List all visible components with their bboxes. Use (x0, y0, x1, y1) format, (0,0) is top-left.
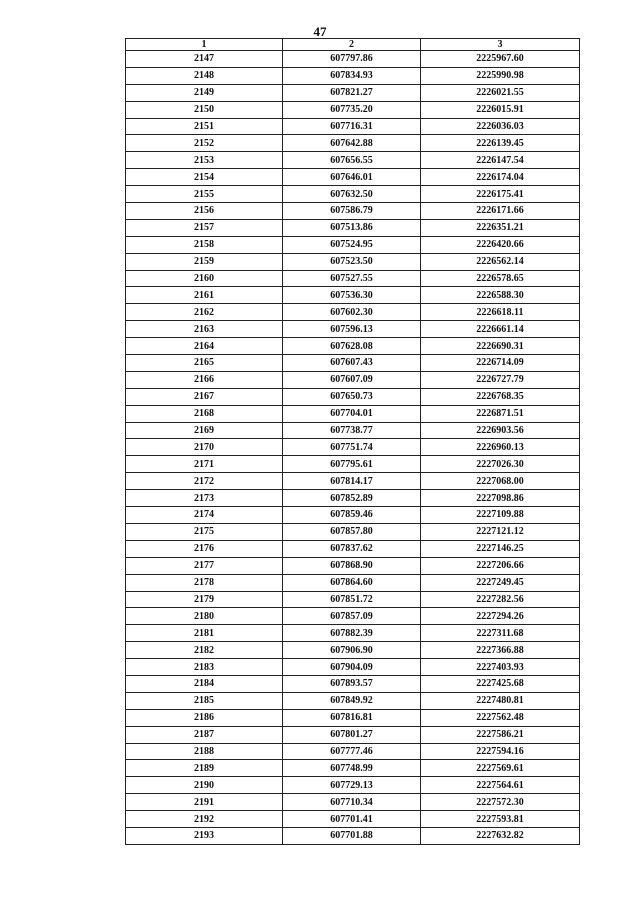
y-coordinate-cell: 2226960.13 (421, 439, 580, 456)
column-header-point: 1 (126, 39, 283, 51)
y-coordinate-cell: 2226903.56 (421, 422, 580, 439)
x-coordinate-cell: 607524.95 (283, 236, 421, 253)
table-row (126, 726, 580, 743)
point-number-cell: 2152 (126, 135, 283, 152)
y-coordinate-cell: 2227206.66 (421, 557, 580, 574)
y-coordinate-cell: 2227562.48 (421, 709, 580, 726)
point-number-cell: 2161 (126, 287, 283, 304)
x-coordinate-cell: 607821.27 (283, 84, 421, 101)
table-row (126, 355, 580, 372)
x-coordinate-cell: 607607.09 (283, 371, 421, 388)
x-coordinate-cell: 607596.13 (283, 321, 421, 338)
x-coordinate-cell: 607656.55 (283, 152, 421, 169)
point-number-cell: 2147 (126, 51, 283, 68)
y-coordinate-cell: 2227480.81 (421, 692, 580, 709)
x-coordinate-cell: 607513.86 (283, 219, 421, 236)
y-coordinate-cell: 2226562.14 (421, 253, 580, 270)
x-coordinate-cell: 607646.01 (283, 169, 421, 186)
x-coordinate-cell: 607716.31 (283, 118, 421, 135)
table-row (126, 203, 580, 220)
point-number-cell: 2172 (126, 473, 283, 490)
point-number-cell: 2173 (126, 490, 283, 507)
x-coordinate-cell: 607701.41 (283, 811, 421, 828)
table-row (126, 439, 580, 456)
table-row (126, 490, 580, 507)
x-coordinate-cell: 607607.43 (283, 355, 421, 372)
table-row (126, 422, 580, 439)
point-number-cell: 2162 (126, 304, 283, 321)
table-row (126, 456, 580, 473)
point-number-cell: 2180 (126, 608, 283, 625)
x-coordinate-cell: 607527.55 (283, 270, 421, 287)
table-row (126, 642, 580, 659)
point-number-cell: 2192 (126, 811, 283, 828)
table-row (126, 540, 580, 557)
x-coordinate-cell: 607797.86 (283, 51, 421, 68)
point-number-cell: 2163 (126, 321, 283, 338)
point-number-cell: 2177 (126, 557, 283, 574)
point-number-cell: 2155 (126, 186, 283, 203)
x-coordinate-cell: 607586.79 (283, 203, 421, 220)
x-coordinate-cell: 607523.50 (283, 253, 421, 270)
point-number-cell: 2191 (126, 794, 283, 811)
table-row (126, 118, 580, 135)
table-row (126, 371, 580, 388)
y-coordinate-cell: 2227564.61 (421, 777, 580, 794)
point-number-cell: 2156 (126, 203, 283, 220)
x-coordinate-cell: 607893.57 (283, 675, 421, 692)
table-row (126, 507, 580, 524)
table-row (126, 760, 580, 777)
x-coordinate-cell: 607906.90 (283, 642, 421, 659)
x-coordinate-cell: 607801.27 (283, 726, 421, 743)
y-coordinate-cell: 2227026.30 (421, 456, 580, 473)
point-number-cell: 2168 (126, 405, 283, 422)
point-number-cell: 2182 (126, 642, 283, 659)
x-coordinate-cell: 607704.01 (283, 405, 421, 422)
table-row (126, 659, 580, 676)
point-number-cell: 2184 (126, 675, 283, 692)
point-number-cell: 2169 (126, 422, 283, 439)
y-coordinate-cell: 2226036.03 (421, 118, 580, 135)
table-header (126, 39, 580, 51)
y-coordinate-cell: 2227569.61 (421, 760, 580, 777)
y-coordinate-cell: 2226147.54 (421, 152, 580, 169)
x-coordinate-cell: 607602.30 (283, 304, 421, 321)
table-row (126, 51, 580, 68)
y-coordinate-cell: 2227068.00 (421, 473, 580, 490)
y-coordinate-cell: 2226618.11 (421, 304, 580, 321)
y-coordinate-cell: 2227146.25 (421, 540, 580, 557)
point-number-cell: 2187 (126, 726, 283, 743)
x-coordinate-cell: 607852.89 (283, 490, 421, 507)
y-coordinate-cell: 2227632.82 (421, 827, 580, 844)
table-row (126, 743, 580, 760)
point-number-cell: 2159 (126, 253, 283, 270)
table-row (126, 186, 580, 203)
table-row (126, 777, 580, 794)
point-number-cell: 2164 (126, 338, 283, 355)
point-number-cell: 2167 (126, 388, 283, 405)
table-body (126, 51, 580, 845)
point-number-cell: 2189 (126, 760, 283, 777)
table-row (126, 321, 580, 338)
table-row (126, 473, 580, 490)
point-number-cell: 2183 (126, 659, 283, 676)
table-row (126, 169, 580, 186)
point-number-cell: 2190 (126, 777, 283, 794)
y-coordinate-cell: 2226015.91 (421, 101, 580, 118)
y-coordinate-cell: 2227594.16 (421, 743, 580, 760)
y-coordinate-cell: 2227098.86 (421, 490, 580, 507)
point-number-cell: 2149 (126, 84, 283, 101)
y-coordinate-cell: 2226174.04 (421, 169, 580, 186)
x-coordinate-cell: 607859.46 (283, 507, 421, 524)
table-row (126, 135, 580, 152)
y-coordinate-cell: 2227294.26 (421, 608, 580, 625)
column-header-x: 2 (283, 39, 421, 51)
point-number-cell: 2158 (126, 236, 283, 253)
x-coordinate-cell: 607795.61 (283, 456, 421, 473)
x-coordinate-cell: 607738.77 (283, 422, 421, 439)
point-number-cell: 2178 (126, 574, 283, 591)
point-number-cell: 2193 (126, 827, 283, 844)
point-number-cell: 2186 (126, 709, 283, 726)
point-number-cell: 2174 (126, 507, 283, 524)
table-row (126, 523, 580, 540)
y-coordinate-cell: 2225990.98 (421, 67, 580, 84)
y-coordinate-cell: 2226661.14 (421, 321, 580, 338)
point-number-cell: 2175 (126, 523, 283, 540)
table-row (126, 709, 580, 726)
y-coordinate-cell: 2227586.21 (421, 726, 580, 743)
coordinates-table (125, 38, 580, 845)
point-number-cell: 2151 (126, 118, 283, 135)
table-row (126, 405, 580, 422)
y-coordinate-cell: 2226420.66 (421, 236, 580, 253)
table-row (126, 101, 580, 118)
point-number-cell: 2188 (126, 743, 283, 760)
point-number-cell: 2165 (126, 355, 283, 372)
y-coordinate-cell: 2225967.60 (421, 51, 580, 68)
table-row (126, 794, 580, 811)
table-row (126, 236, 580, 253)
table-row (126, 304, 580, 321)
table-row (126, 219, 580, 236)
y-coordinate-cell: 2226351.21 (421, 219, 580, 236)
y-coordinate-cell: 2227593.81 (421, 811, 580, 828)
point-number-cell: 2153 (126, 152, 283, 169)
y-coordinate-cell: 2227572.30 (421, 794, 580, 811)
x-coordinate-cell: 607814.17 (283, 473, 421, 490)
x-coordinate-cell: 607777.46 (283, 743, 421, 760)
x-coordinate-cell: 607864.60 (283, 574, 421, 591)
y-coordinate-cell: 2227121.12 (421, 523, 580, 540)
point-number-cell: 2185 (126, 692, 283, 709)
x-coordinate-cell: 607882.39 (283, 625, 421, 642)
table-row (126, 84, 580, 101)
x-coordinate-cell: 607904.09 (283, 659, 421, 676)
x-coordinate-cell: 607868.90 (283, 557, 421, 574)
point-number-cell: 2150 (126, 101, 283, 118)
x-coordinate-cell: 607701.88 (283, 827, 421, 844)
x-coordinate-cell: 607729.13 (283, 777, 421, 794)
point-number-cell: 2160 (126, 270, 283, 287)
y-coordinate-cell: 2226690.31 (421, 338, 580, 355)
point-number-cell: 2176 (126, 540, 283, 557)
x-coordinate-cell: 607857.09 (283, 608, 421, 625)
table-row (126, 152, 580, 169)
x-coordinate-cell: 607642.88 (283, 135, 421, 152)
x-coordinate-cell: 607536.30 (283, 287, 421, 304)
header-row (126, 39, 580, 51)
x-coordinate-cell: 607857.80 (283, 523, 421, 540)
y-coordinate-cell: 2226727.79 (421, 371, 580, 388)
y-coordinate-cell: 2227249.45 (421, 574, 580, 591)
page-number: 47 (313, 24, 327, 39)
x-coordinate-cell: 607710.34 (283, 794, 421, 811)
x-coordinate-cell: 607837.62 (283, 540, 421, 557)
y-coordinate-cell: 2226175.41 (421, 186, 580, 203)
table-row (126, 338, 580, 355)
y-coordinate-cell: 2227311.68 (421, 625, 580, 642)
table-row (126, 253, 580, 270)
table-row (126, 625, 580, 642)
point-number-cell: 2166 (126, 371, 283, 388)
table-row (126, 287, 580, 304)
y-coordinate-cell: 2226588.30 (421, 287, 580, 304)
point-number-cell: 2154 (126, 169, 283, 186)
x-coordinate-cell: 607849.92 (283, 692, 421, 709)
point-number-cell: 2171 (126, 456, 283, 473)
table-row (126, 67, 580, 84)
y-coordinate-cell: 2226871.51 (421, 405, 580, 422)
column-header-y: 3 (421, 39, 580, 51)
table-row (126, 608, 580, 625)
y-coordinate-cell: 2226714.09 (421, 355, 580, 372)
x-coordinate-cell: 607751.74 (283, 439, 421, 456)
x-coordinate-cell: 607748.99 (283, 760, 421, 777)
point-number-cell: 2179 (126, 591, 283, 608)
x-coordinate-cell: 607834.93 (283, 67, 421, 84)
y-coordinate-cell: 2226171.66 (421, 203, 580, 220)
y-coordinate-cell: 2227425.68 (421, 675, 580, 692)
x-coordinate-cell: 607632.50 (283, 186, 421, 203)
x-coordinate-cell: 607628.08 (283, 338, 421, 355)
point-number-cell: 2170 (126, 439, 283, 456)
point-number-cell: 2181 (126, 625, 283, 642)
point-number-cell: 2157 (126, 219, 283, 236)
table-row (126, 591, 580, 608)
y-coordinate-cell: 2226139.45 (421, 135, 580, 152)
point-number-cell: 2148 (126, 67, 283, 84)
y-coordinate-cell: 2226578.65 (421, 270, 580, 287)
y-coordinate-cell: 2227282.56 (421, 591, 580, 608)
table-row (126, 557, 580, 574)
table-row (126, 270, 580, 287)
x-coordinate-cell: 607816.81 (283, 709, 421, 726)
x-coordinate-cell: 607735.20 (283, 101, 421, 118)
table-row (126, 827, 580, 844)
table-row (126, 388, 580, 405)
y-coordinate-cell: 2227109.88 (421, 507, 580, 524)
y-coordinate-cell: 2226768.35 (421, 388, 580, 405)
x-coordinate-cell: 607851.72 (283, 591, 421, 608)
table-row (126, 675, 580, 692)
y-coordinate-cell: 2227366.88 (421, 642, 580, 659)
table-row (126, 811, 580, 828)
y-coordinate-cell: 2226021.55 (421, 84, 580, 101)
x-coordinate-cell: 607650.73 (283, 388, 421, 405)
y-coordinate-cell: 2227403.93 (421, 659, 580, 676)
table-row (126, 692, 580, 709)
table-row (126, 574, 580, 591)
